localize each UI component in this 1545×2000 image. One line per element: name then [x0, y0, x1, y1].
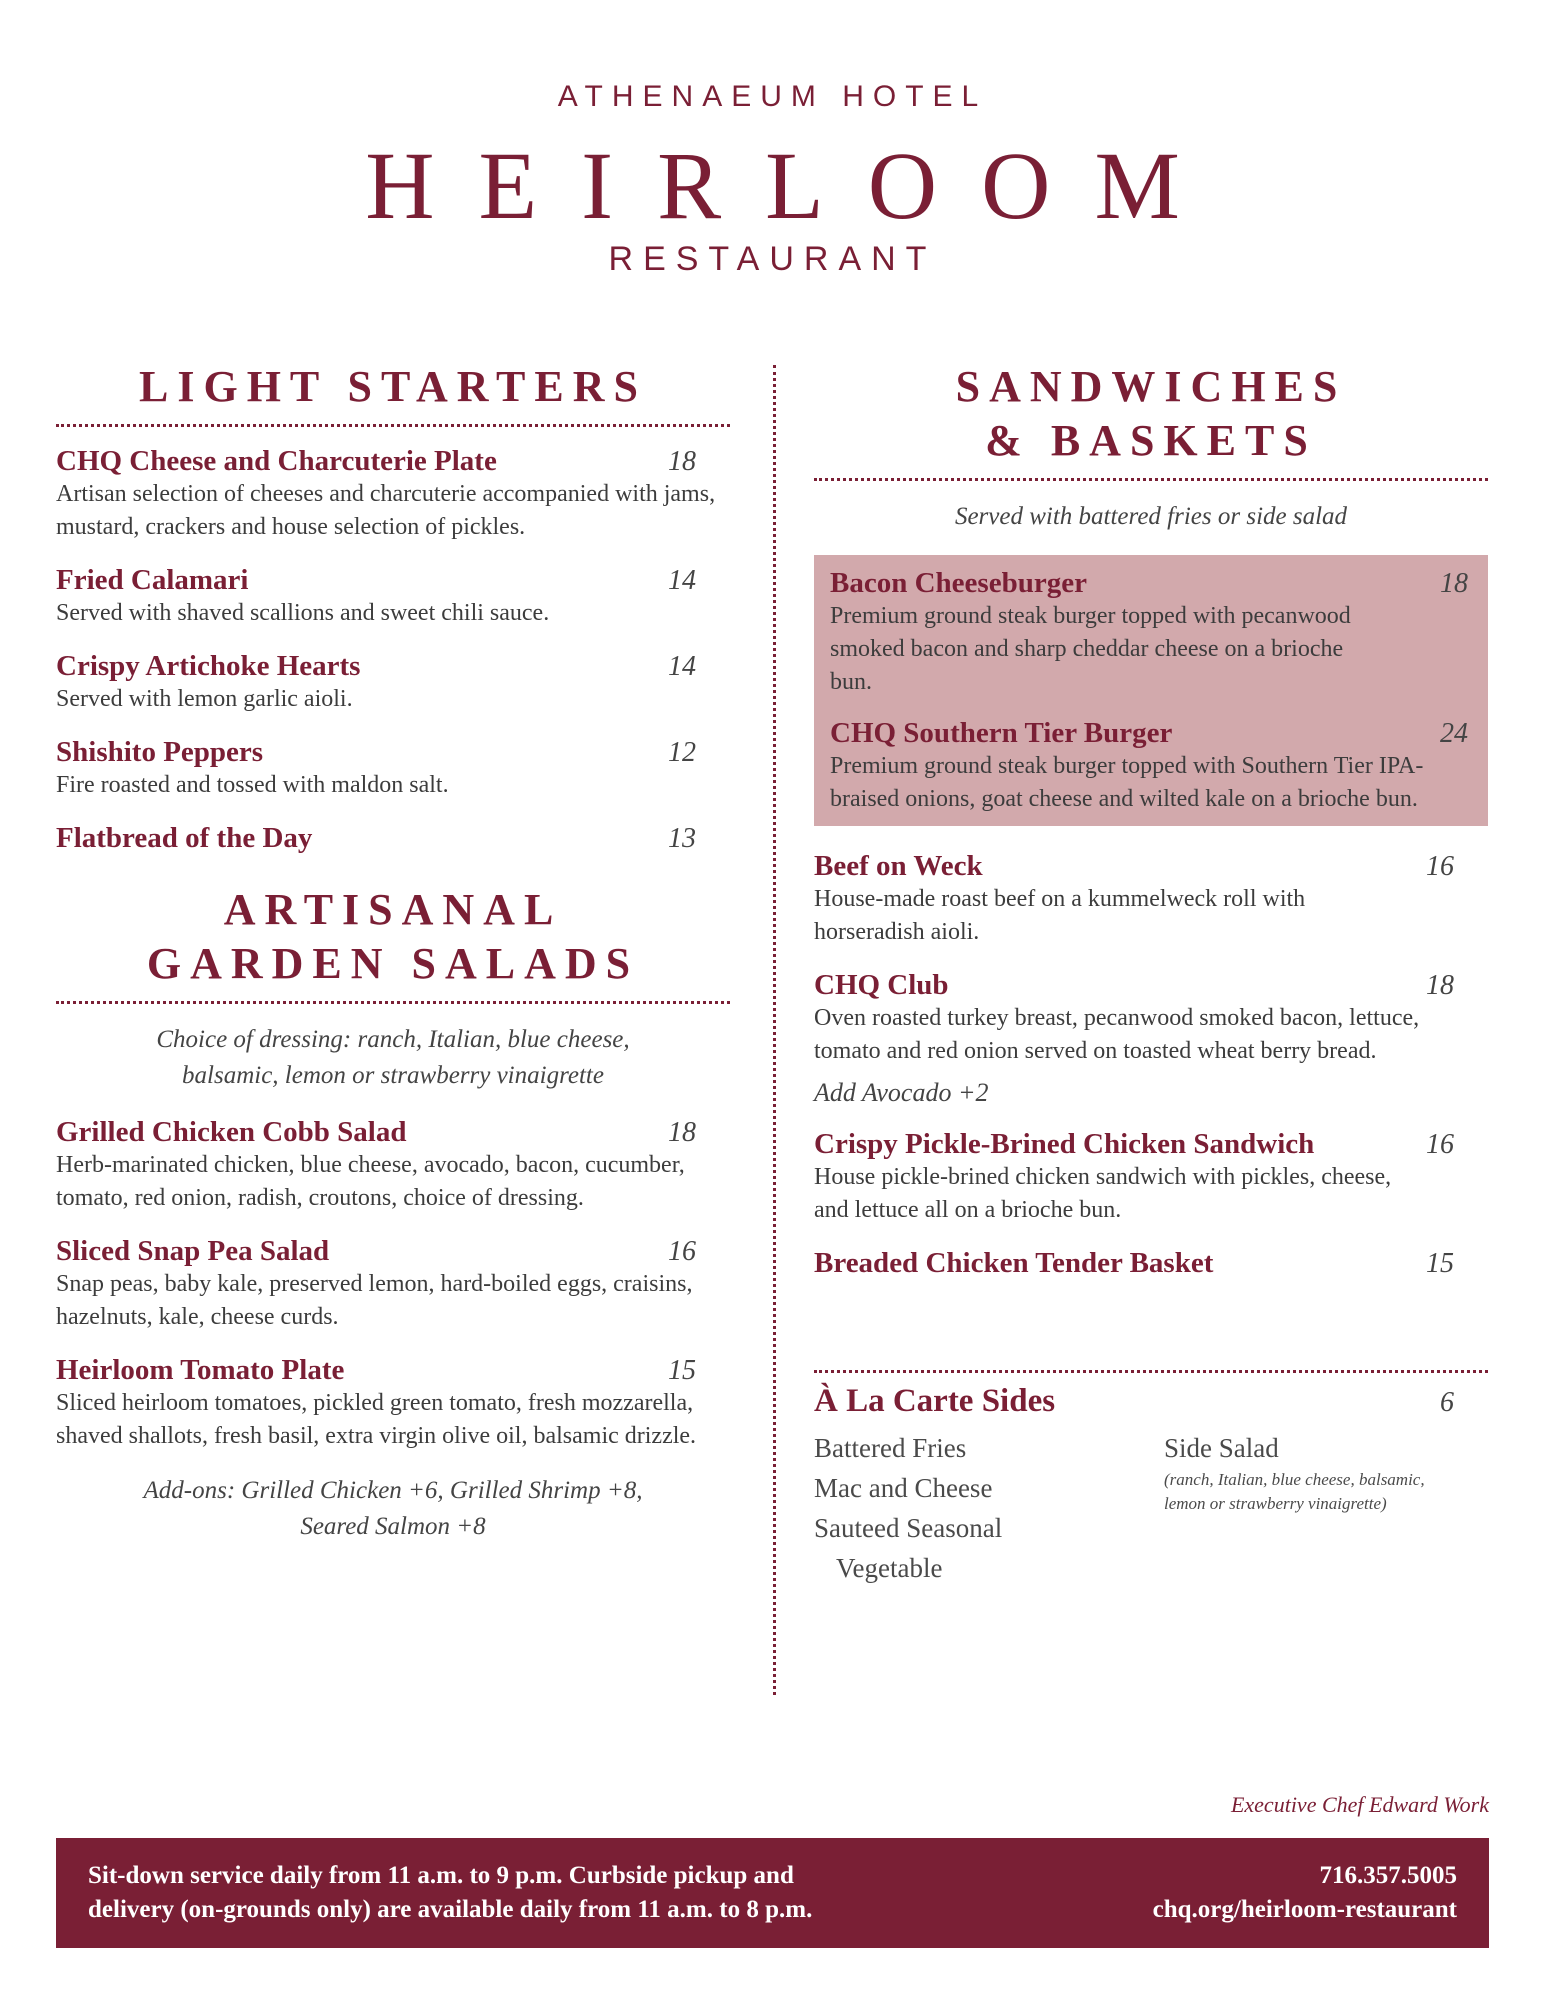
menu-item — [56, 822, 730, 855]
side-salad-note: (ranch, Italian, blue cheese, balsamic, — [1164, 1470, 1425, 1489]
menu-item — [56, 736, 730, 802]
note-line: balsamic, lemon or strawberry vinaigrette — [182, 1062, 604, 1089]
note-line: Seared Salmon +8 — [300, 1513, 486, 1540]
section-title-line: SANDWICHES — [955, 362, 1347, 411]
item-addon: Add Avocado +2 — [814, 1078, 989, 1107]
section-title-line: GARDEN SALADS — [146, 939, 640, 988]
item-description: Artisan selection of cheeses and charcuterie accompanied with jams, mustard, crackers and house selection of pickles. — [56, 481, 716, 540]
note-line: Choice of dressing: ranch, Italian, blue cheese, — [156, 1026, 630, 1053]
item-name: Heirloom Tomato Plate — [56, 1354, 345, 1386]
item-price: 15 — [1426, 1248, 1454, 1279]
item-description: Premium ground steak burger topped with pecanwood smoked bacon and sharp cheddar cheese on a brioche bun. — [830, 603, 1351, 695]
section-title-line: & BASKETS — [985, 416, 1317, 465]
menu-item — [56, 1116, 730, 1215]
menu-item — [56, 445, 730, 544]
item-price: 13 — [668, 823, 696, 854]
footer-line: delivery (on-grounds only) are available daily from 11 a.m. to 8 p.m. — [88, 1896, 813, 1923]
item-name: CHQ Club — [814, 969, 949, 1001]
addons-note — [56, 1473, 730, 1545]
side-item: Mac and Cheese — [814, 1473, 993, 1503]
item-price: 18 — [668, 446, 696, 477]
item-description: House-made roast beef on a kummelweck roll with horseradish aioli. — [814, 886, 1306, 945]
section-title-line: ARTISANAL — [223, 885, 563, 934]
dotted-divider — [56, 424, 730, 427]
item-price: 14 — [668, 651, 696, 682]
item-price: 16 — [1426, 851, 1454, 882]
contact-info — [1153, 1859, 1457, 1927]
side-item: Sauteed Seasonal — [814, 1513, 1003, 1543]
item-price: 15 — [668, 1355, 696, 1386]
restaurant-logo: HEIRLOOM — [365, 132, 1224, 239]
item-price: 18 — [1426, 970, 1454, 1001]
item-price: 16 — [1426, 1129, 1454, 1160]
item-description: Premium ground steak burger topped with Southern Tier IPA-braised onions, goat cheese and wilted kale on a brioche bun. — [830, 753, 1424, 812]
item-description: Fire roasted and tossed with maldon salt. — [56, 772, 449, 798]
side-item: Side Salad — [1164, 1433, 1279, 1463]
menu-item — [56, 1354, 730, 1453]
item-name: CHQ Southern Tier Burger — [830, 717, 1173, 749]
dotted-divider — [814, 1370, 1488, 1373]
item-price: 18 — [668, 1117, 696, 1148]
executive-chef: Executive Chef Edward Work — [1230, 1792, 1489, 1817]
left-column — [56, 360, 730, 1545]
menu-item — [56, 1235, 730, 1334]
sides-column — [1164, 1428, 1425, 1588]
item-name: Crispy Pickle-Brined Chicken Sandwich — [814, 1128, 1315, 1160]
item-name: Flatbread of the Day — [56, 822, 313, 854]
dotted-divider — [56, 1001, 730, 1004]
item-name: Bacon Cheeseburger — [830, 567, 1087, 599]
item-name: Fried Calamari — [56, 564, 249, 596]
item-name: Grilled Chicken Cobb Salad — [56, 1116, 407, 1148]
item-name: Crispy Artichoke Hearts — [56, 650, 361, 682]
sides-price: 6 — [1440, 1387, 1454, 1418]
item-price: 14 — [668, 565, 696, 596]
section-title-salads — [56, 883, 730, 991]
right-column — [814, 360, 1488, 1588]
dressing-note — [56, 1022, 730, 1094]
sides-title: À La Carte Sides — [814, 1383, 1056, 1419]
menu-item — [814, 969, 1488, 1108]
sides-column — [814, 1428, 1164, 1588]
menu-item — [830, 717, 1472, 816]
note-line: Add-ons: Grilled Chicken +6, Grilled Shrimp +8, — [143, 1477, 643, 1504]
footer-banner — [56, 1838, 1489, 1948]
item-description: Served with shaved scallions and sweet chili sauce. — [56, 600, 550, 626]
item-description: Sliced heirloom tomatoes, pickled green tomato, fresh mozzarella, shaved shallots, fresh basil, extra virgin olive oil, balsamic drizzle. — [56, 1390, 697, 1449]
item-description: Herb-marinated chicken, blue cheese, avocado, bacon, cucumber, tomato, red onion, radish, croutons, choice of dressing. — [56, 1152, 685, 1211]
menu-item — [56, 564, 730, 630]
item-description: Served with lemon garlic aioli. — [56, 686, 353, 712]
phone-number[interactable]: 716.357.5005 — [1319, 1862, 1457, 1889]
section-title-sandwiches — [814, 360, 1488, 468]
section-title-light-starters: LIGHT STARTERS — [139, 362, 647, 411]
menu-item — [56, 650, 730, 716]
featured-burgers-box — [814, 555, 1488, 826]
restaurant-subtitle: RESTAURANT — [608, 240, 937, 278]
item-price: 18 — [1440, 568, 1468, 599]
hotel-name: ATHENAEUM HOTEL — [557, 80, 988, 113]
item-name: Beef on Weck — [814, 850, 983, 882]
item-price: 16 — [668, 1236, 696, 1267]
item-description: Oven roasted turkey breast, pecanwood smoked bacon, lettuce, tomato and red onion served on toasted wheat berry bread. — [814, 1005, 1420, 1064]
side-item: Battered Fries — [814, 1433, 967, 1463]
item-description: Snap peas, baby kale, preserved lemon, hard-boiled eggs, craisins, hazelnuts, kale, cheese curds. — [56, 1271, 693, 1330]
menu-item — [814, 850, 1488, 949]
service-hours — [88, 1859, 988, 1927]
side-salad-note: lemon or strawberry vinaigrette) — [1164, 1494, 1387, 1513]
menu-item — [814, 1247, 1488, 1280]
menu-item — [830, 567, 1472, 699]
website-link[interactable]: chq.org/heirloom-restaurant — [1152, 1896, 1457, 1923]
sides-header — [814, 1383, 1488, 1420]
sandwich-note: Served with battered fries or side salad — [954, 503, 1348, 530]
item-name: Breaded Chicken Tender Basket — [814, 1247, 1214, 1279]
column-divider — [773, 365, 776, 1695]
item-name: Sliced Snap Pea Salad — [56, 1235, 330, 1267]
sides-list — [814, 1428, 1488, 1588]
item-description: House pickle-brined chicken sandwich with pickles, cheese, and lettuce all on a brioche bun. — [814, 1164, 1392, 1223]
footer-line: Sit-down service daily from 11 a.m. to 9 p.m. Curbside pickup and — [88, 1862, 794, 1889]
dotted-divider — [814, 478, 1488, 481]
item-price: 24 — [1440, 718, 1468, 749]
item-name: CHQ Cheese and Charcuterie Plate — [56, 445, 497, 477]
item-name: Shishito Peppers — [56, 736, 264, 768]
item-price: 12 — [668, 737, 696, 768]
menu-item — [814, 1128, 1488, 1227]
side-item: Vegetable — [836, 1553, 943, 1583]
